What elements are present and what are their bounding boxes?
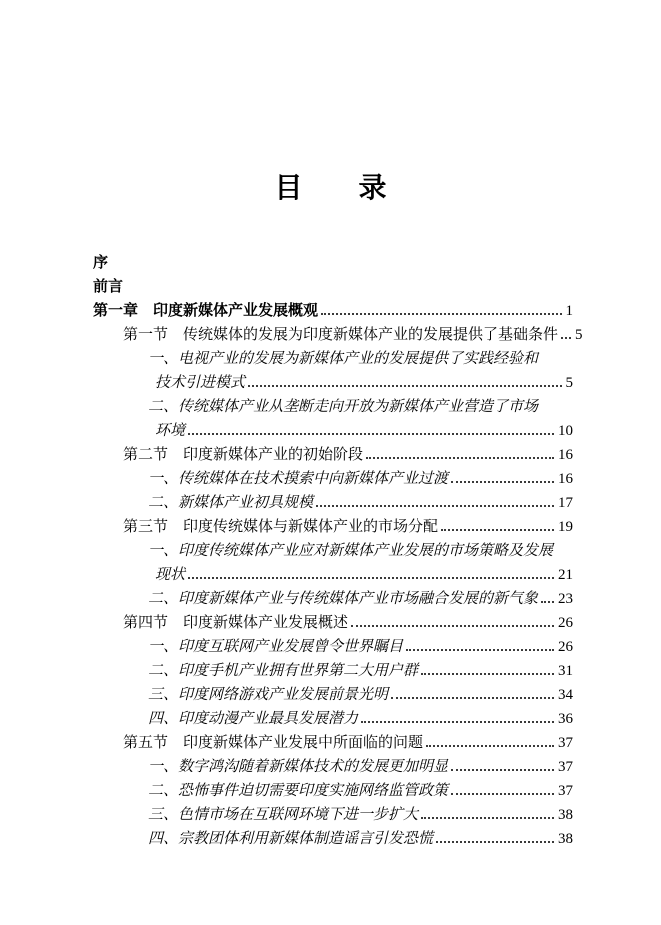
toc-entry-text: 序 — [93, 254, 109, 271]
toc-entry-text: 二、印度手机产业拥有世界第二大用户群 — [148, 663, 419, 679]
toc-entry-text: 二、恐怖事件迫切需要印度实施网络监管政策 — [148, 783, 449, 799]
toc-entry-text: 现状 — [155, 567, 186, 583]
toc-entry-page: 1 — [565, 303, 573, 319]
toc-entry — [93, 536, 573, 560]
toc-entry — [93, 728, 573, 752]
toc-entry-page: 36 — [558, 711, 573, 727]
dot-leader — [406, 649, 554, 651]
toc-entry-text: 一、印度互联网产业发展曾令世界瞩目 — [148, 639, 404, 655]
toc-entry-page: 34 — [558, 687, 573, 703]
toc-entry-page: 16 — [558, 471, 573, 487]
toc-entry-text: 二、新媒体产业初具规模 — [148, 495, 314, 511]
dot-leader — [421, 673, 554, 675]
toc-entry-text: 一、传统媒体在技术摸索中向新媒体产业过渡 — [148, 471, 449, 487]
toc-entry — [93, 272, 573, 296]
dot-leader — [188, 577, 554, 579]
toc-entry-text: 第三节 印度传统媒体与新媒体产业的市场分配 — [123, 519, 439, 535]
toc-entry-page: 5 — [565, 375, 573, 391]
toc-entry-page: 38 — [558, 807, 573, 823]
toc-entry-page: 10 — [558, 423, 573, 439]
toc-entry-page: 23 — [558, 591, 573, 607]
toc-entry-page: 19 — [558, 519, 573, 535]
dot-leader — [351, 625, 554, 627]
dot-leader — [561, 337, 571, 339]
dot-leader — [316, 505, 554, 507]
toc-entry — [93, 440, 573, 464]
toc-entry — [93, 704, 573, 728]
toc-entry — [93, 608, 573, 632]
toc-entry — [93, 512, 573, 536]
toc-entry — [93, 584, 573, 608]
dot-leader — [451, 481, 554, 483]
toc-entry-text: 三、色情市场在互联网环境下进一步扩大 — [148, 807, 419, 823]
toc-entry-page: 38 — [558, 831, 573, 847]
toc-list — [93, 248, 583, 848]
toc-entry — [93, 344, 573, 368]
dot-leader — [436, 841, 554, 843]
dot-leader — [391, 697, 554, 699]
toc-entry-page: 37 — [558, 783, 573, 799]
toc-entry — [93, 464, 573, 488]
toc-entry-page: 16 — [558, 447, 573, 463]
toc-entry — [93, 776, 573, 800]
toc-entry-page: 37 — [558, 759, 573, 775]
toc-entry-page: 31 — [558, 663, 573, 679]
dot-leader — [361, 721, 554, 723]
toc-entry-text: 一、数字鸿沟随着新媒体技术的发展更加明显 — [148, 759, 449, 775]
dot-leader — [451, 769, 554, 771]
toc-entry — [93, 392, 573, 416]
toc-entry-text: 第一章 印度新媒体产业发展概观 — [93, 302, 319, 319]
toc-entry-text: 四、宗教团体利用新媒体制造谣言引发恐慌 — [148, 831, 434, 847]
toc-entry-text: 四、印度动漫产业最具发展潜力 — [148, 711, 359, 727]
dot-leader — [441, 529, 554, 531]
toc-entry — [93, 752, 573, 776]
toc-entry — [93, 656, 573, 680]
toc-entry-text: 第四节 印度新媒体产业发展概述 — [123, 615, 349, 631]
dot-leader — [366, 457, 554, 459]
toc-entry-text: 一、印度传统媒体产业应对新媒体产业发展的市场策略及发展 — [148, 543, 554, 559]
toc-entry — [93, 416, 573, 440]
toc-entry-text: 二、传统媒体产业从垄断走向开放为新媒体产业营造了市场 — [148, 399, 539, 415]
toc-entry — [93, 680, 573, 704]
toc-entry-page: 5 — [575, 327, 583, 343]
toc-entry — [93, 632, 573, 656]
toc-entry-text: 二、印度新媒体产业与传统媒体产业市场融合发展的新气象 — [148, 591, 539, 607]
toc-entry-text: 前言 — [93, 278, 124, 295]
dot-leader — [321, 313, 561, 315]
toc-entry — [93, 368, 573, 392]
dot-leader — [248, 385, 561, 387]
toc-entry-text: 一、电视产业的发展为新媒体产业的发展提供了实践经验和 — [148, 351, 539, 367]
dot-leader — [451, 793, 554, 795]
toc-entry-page: 26 — [558, 639, 573, 655]
toc-entry-page: 17 — [558, 495, 573, 511]
dot-leader — [426, 745, 554, 747]
toc-entry-text: 三、印度网络游戏产业发展前景光明 — [148, 687, 389, 703]
dot-leader — [541, 601, 554, 603]
toc-entry — [93, 560, 573, 584]
toc-entry-page: 37 — [558, 735, 573, 751]
toc-entry-page: 26 — [558, 615, 573, 631]
toc-entry-text: 第二节 印度新媒体产业的初始阶段 — [123, 447, 364, 463]
toc-entry — [93, 248, 573, 272]
toc-entry — [93, 296, 573, 320]
toc-entry — [93, 320, 583, 344]
toc-entry-text: 第五节 印度新媒体产业发展中所面临的问题 — [123, 735, 424, 751]
toc-entry-text: 技术引进模式 — [155, 375, 246, 391]
toc-entry-text: 环境 — [155, 423, 186, 439]
dot-leader — [188, 433, 554, 435]
toc-entry — [93, 488, 573, 512]
toc-entry — [93, 824, 573, 848]
toc-entry-text: 第一节 传统媒体的发展为印度新媒体产业的发展提供了基础条件 — [123, 327, 559, 343]
dot-leader — [421, 817, 554, 819]
toc-title: 目 录 — [274, 173, 387, 204]
toc-entry — [93, 800, 573, 824]
toc-entry-page: 21 — [558, 567, 573, 583]
